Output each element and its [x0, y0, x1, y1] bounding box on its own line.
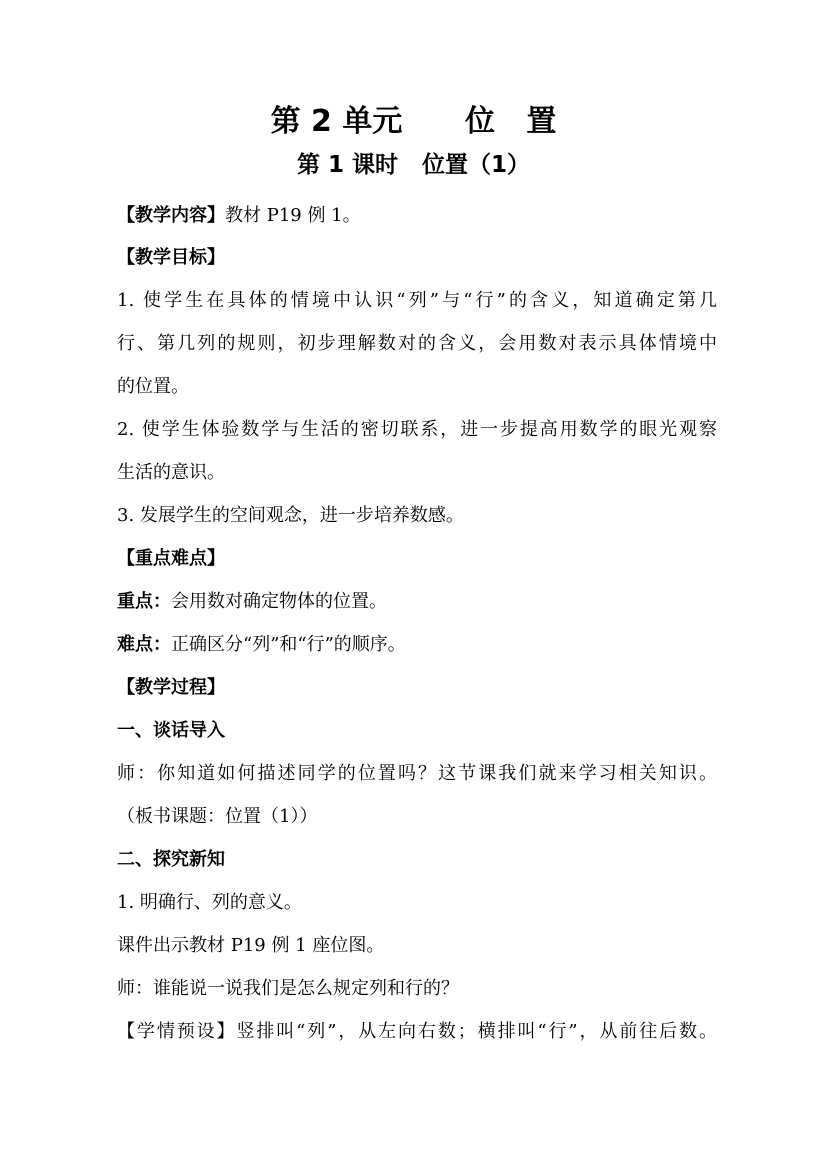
intro-line-1: 师：你知道如何描述同学的位置吗？这节课我们就来学习相关知识。 — [117, 763, 717, 784]
unit-title: 第 2 单元 位 置 — [270, 104, 557, 139]
objective-line-5: 生活的意识。 — [117, 462, 225, 483]
difficulty-line — [117, 625, 717, 665]
explore-line-2: 课件出示教材 P19 例 1 座位图。 — [117, 935, 385, 956]
key-point-label: 重点： — [117, 591, 171, 612]
content-label: 【教学内容】 — [117, 205, 225, 226]
explore-line-3: 师：谁能说一说我们是怎么规定列和行的？ — [117, 978, 459, 999]
objective-line-6: 3. 发展学生的空间观念，进一步培养数感。 — [117, 505, 464, 526]
lesson-title: 第 1 课时 位置（1） — [296, 152, 531, 178]
section-heading-intro: 一、谈话导入 — [117, 720, 225, 741]
objectives-heading: 【教学目标】 — [117, 247, 225, 268]
objective-line-2: 行、第几列的规则，初步理解数对的含义，会用数对表示具体情境中 — [117, 333, 717, 354]
objective-line-3: 的位置。 — [117, 376, 189, 397]
intro-line-2: （板书课题：位置（1）） — [117, 806, 318, 827]
objective-line-1: 1. 使学生在具体的情境中认识“列”与“行”的含义，知道确定第几 — [117, 290, 717, 311]
section-heading-explore: 二、探究新知 — [117, 849, 225, 870]
objective-line-4: 2. 使学生体验数学与生活的密切联系，进一步提高用数学的眼光观察 — [117, 419, 717, 440]
key-point-text: 会用数对确定物体的位置。 — [171, 591, 387, 612]
process-heading: 【教学过程】 — [117, 677, 225, 698]
content-line — [117, 196, 717, 236]
key-point-line — [117, 582, 717, 622]
keypoints-heading: 【重点难点】 — [117, 548, 225, 569]
explore-line-1: 1. 明确行、列的意义。 — [117, 892, 302, 913]
difficulty-text: 正确区分“列”和“行”的顺序。 — [171, 634, 406, 655]
difficulty-label: 难点： — [117, 634, 171, 655]
content-text: 教材 P19 例 1。 — [225, 205, 361, 226]
explore-line-4: 【学情预设】竖排叫“列”，从左向右数；横排叫“行”，从前往后数。 — [117, 1021, 717, 1042]
